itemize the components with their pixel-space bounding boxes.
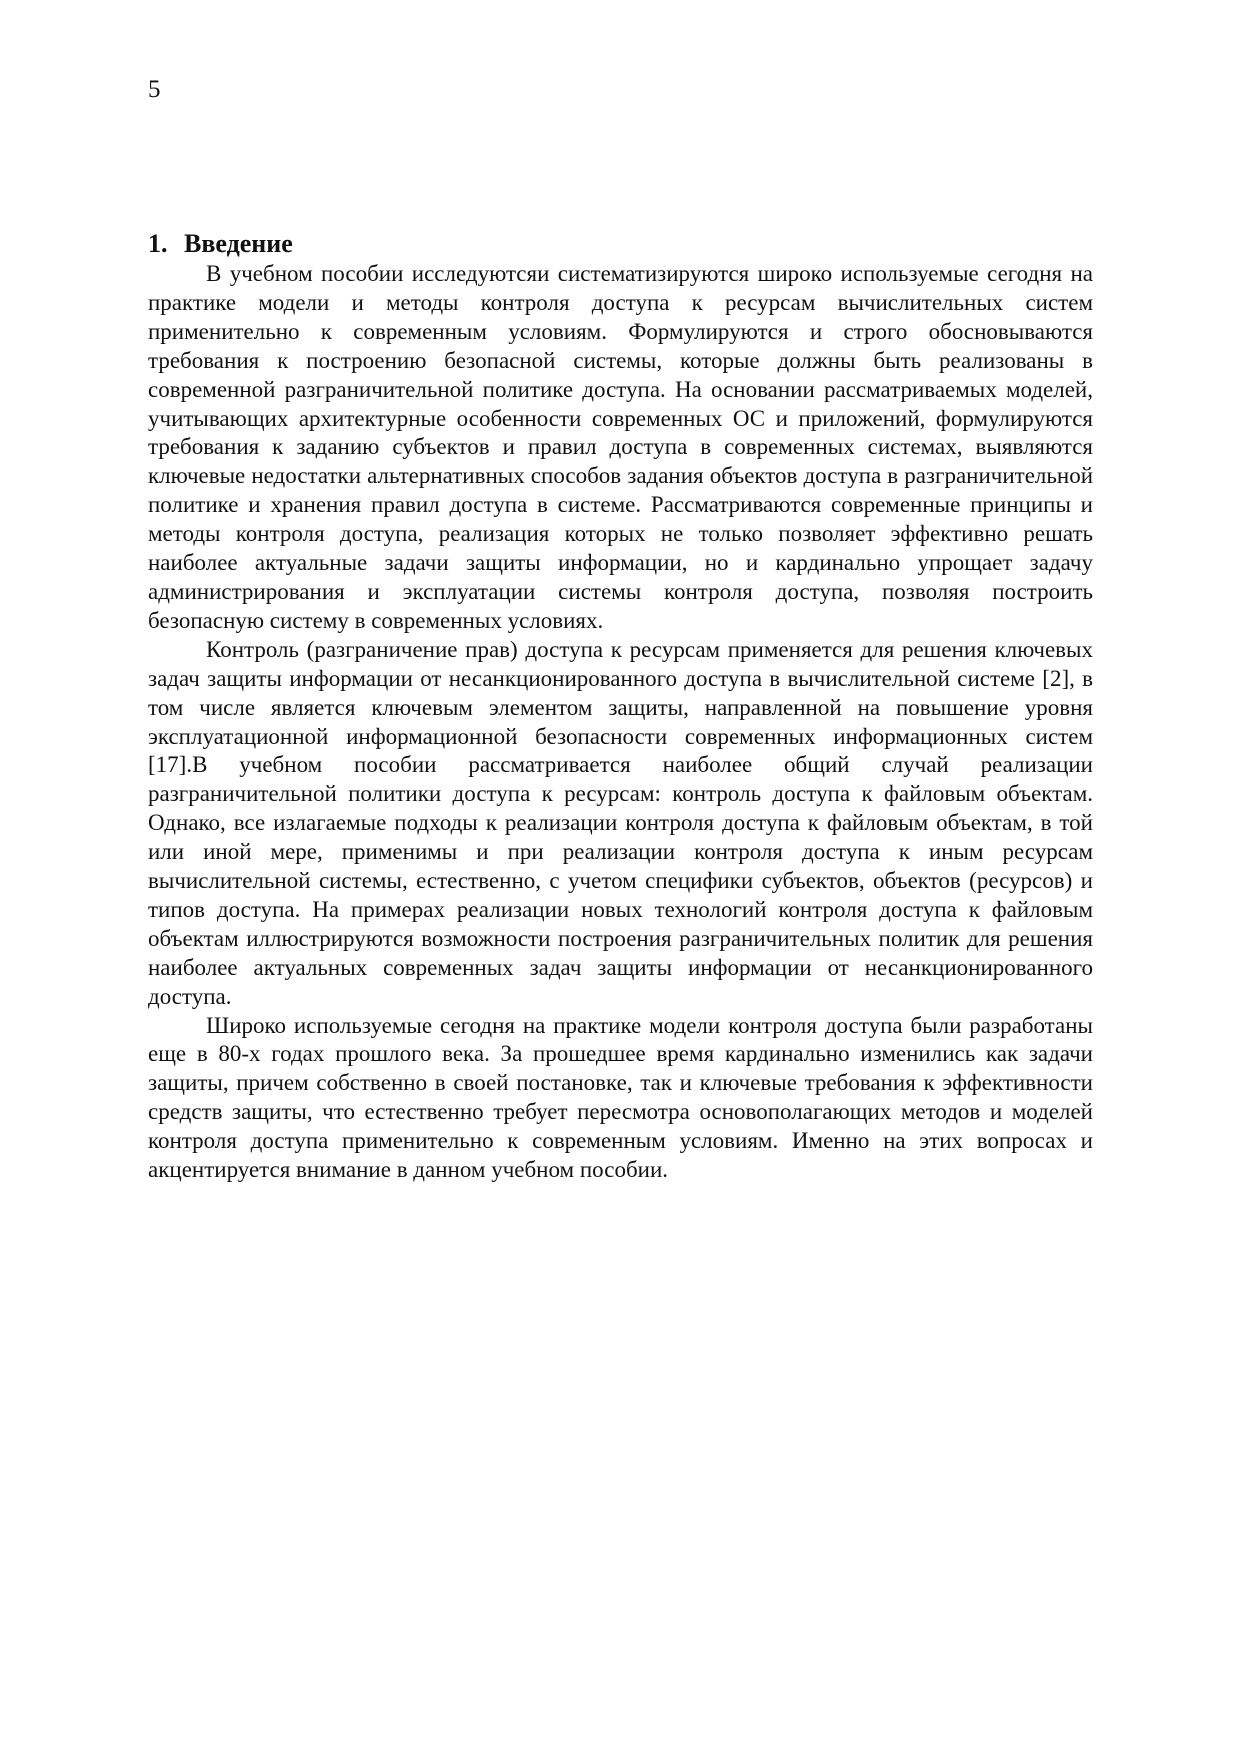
paragraph-2: Контроль (разграничение прав) доступа к ресурсам применяется для решения ключевых задач защиты информации от несанкционированного доступа в вычислительной системе [2], в том числе является ключевым элементом защиты, направленной на повышение уровня эксплуатационной информационной безопасности современных информационных систем [17].В учебном пособии рассматривается наиболее общий случай реализации разграничительной политики доступа к ресурсам: контроль доступа к файловым объектам. Однако, все излагаемые подходы к реализации контроля доступа к файловым объектам, в той или иной мере, применимы и при реализации контроля доступа к иным ресурсам вычислительной системы, естественно, с учетом специфики субъектов, объектов (ресурсов) и типов доступа. На примерах реализации новых технологий контроля доступа к файловым объектам иллюстрируются возможности построения разграничительных политик для решения наиболее актуальных современных задач защиты информации от несанкционированного доступа. (148, 636, 1093, 1009)
section-number: 1. (148, 229, 168, 258)
section-introduction (148, 228, 1093, 1185)
page-number: 5 (148, 76, 161, 103)
section-heading (148, 228, 1093, 260)
section-title: Введение (184, 229, 293, 258)
paragraph-3: Широко используемые сегодня на практике модели контроля доступа были разработаны еще в 80-х годах прошлого века. За прошедшее время кардинально изменились как задачи защиты, причем собственно в своей постановке, так и ключевые требования к эффективности средств защиты, что естественно требует пересмотра основополагающих методов и моделей контроля доступа применительно к современным условиям. Именно на этих вопросах и акцентируется внимание в данном учебном пособии. (148, 1012, 1093, 1183)
paragraph-1: В учебном пособии исследуютсяи систематизируются широко используемые сегодня на практике модели и методы контроля доступа к ресурсам вычислительных систем применительно к современным условиям. Формулируются и строго обосновываются требования к построению безопасной системы, которые должны быть реализованы в современной разграничительной политике доступа. На основании рассматриваемых моделей, учитывающих архитектурные особенности современных ОС и приложений, формулируются требования к заданию субъектов и правил доступа в современных системах, выявляются ключевые недостатки альтернативных способов задания объектов доступа в разграничительной политике и хранения правил доступа в системе. Рассматриваются современные принципы и методы контроля доступа, реализация которых не только позволяет эффективно решать наиболее актуальные задачи защиты информации, но и кардинально упрощает задачу администрирования и эксплуатации системы контроля доступа, позволяя построить безопасную систему в современных условиях. (148, 261, 1093, 633)
